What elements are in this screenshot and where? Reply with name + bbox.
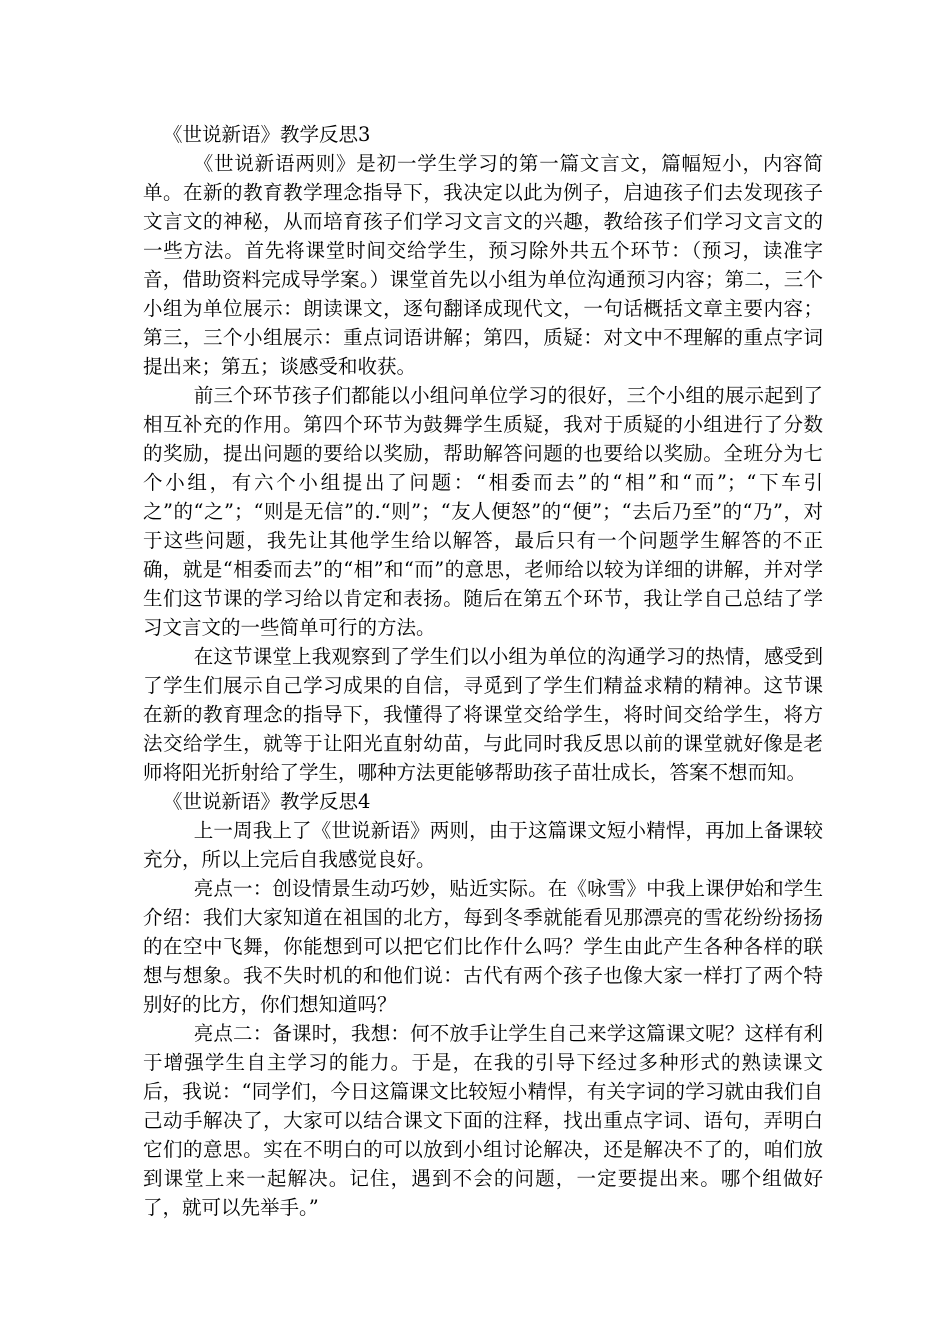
paragraph: 前三个环节孩子们都能以小组问单位学习的很好，三个小组的展示起到了相互补充的作用。第四个环节为鼓舞学生质疑，我对于质疑的小组进行了分数的奖励，提出问题的要给以奖励，帮助解答问题的也要给以奖励。全班分为七个小组，有六个小组提出了问题：“相委而去”的“相”和“而”；“下车引之”的“之”；“则是无信”的.“则”；“友人便怒”的“便”；“去后乃至”的“乃”，对于这些问题，我先让其他学生给以解答，最后只有一个问题学生解答的不正确，就是“相委而去”的“相”和“而”的意思，老师给以较为详细的讲解，并对学生们这节课的学习给以肯定和表扬。随后在第五个环节，我让学自己总结了学习文言文的一些简单可行的方法。 — [143, 384, 823, 639]
section-heading: 《世说新语》教学反思3 — [163, 123, 371, 146]
section-reflection-4 — [143, 787, 823, 1222]
section-heading: 《世说新语》教学反思4 — [163, 790, 371, 813]
paragraph: 亮点二：备课时，我想：何不放手让学生自己来学这篇课文呢？这样有利于增强学生自主学习的能力。于是，在我的引导下经过多种形式的熟读课文后，我说：“同学们，今日这篇课文比较短小精悍，有关字词的学习就由我们自己动手解决了，大家可以结合课文下面的注释，找出重点字词、语句，弄明白它们的意思。实在不明白的可以放到小组讨论解决，还是解决不了的，咱们放到课堂上来一起解决。记住，遇到不会的问题，一定要提出来。哪个组做好了，就可以先举手。” — [143, 1022, 823, 1219]
paragraph: 《世说新语两则》是初一学生学习的第一篇文言文，篇幅短小，内容简单。在新的教育教学理念指导下，我决定以此为例子，启迪孩子们去发现孩子文言文的神秘，从而培育孩子们学习文言文的兴趣，教给孩子们学习文言文的一些方法。首先将课堂时间交给学生，预习除外共五个环节：（预习，读准字音，借助资料完成导学案。）课堂首先以小组为单位沟通预习内容；第二，三个小组为单位展示：朗读课文，逐句翻译成现代文，一句话概括文章主要内容；第三，三个小组展示：重点词语讲解；第四，质疑：对文中不理解的重点字词提出来；第五；谈感受和收获。 — [143, 152, 823, 378]
section-reflection-3 — [143, 120, 823, 787]
document-page — [143, 120, 823, 1222]
paragraph: 在这节课堂上我观察到了学生们以小组为单位的沟通学习的热情，感受到了学生们展示自己学习成果的自信，寻觅到了学生们精益求精的精神。这节课在新的教育理念的指导下，我懂得了将课堂交给学生，将时间交给学生，将方法交给学生，就等于让阳光直射幼苗，与此同时我反思以前的课堂就好像是老师将阳光折射给了学生，哪种方法更能够帮助孩子苗壮成长，答案不想而知。 — [143, 645, 823, 784]
paragraph: 上一周我上了《世说新语》两则，由于这篇课文短小精悍，再加上备课较充分，所以上完后自我感觉良好。 — [143, 819, 823, 871]
paragraph: 亮点一：创设情景生动巧妙，贴近实际。在《咏雪》中我上课伊始和学生介绍：我们大家知道在祖国的北方，每到冬季就能看见那漂亮的雪花纷纷扬扬的在空中飞舞，你能想到可以把它们比作什么吗？学生由此产生各种各样的联想与想象。我不失时机的和他们说：古代有两个孩子也像大家一样打了两个特别好的比方，你们想知道吗？ — [143, 877, 823, 1016]
